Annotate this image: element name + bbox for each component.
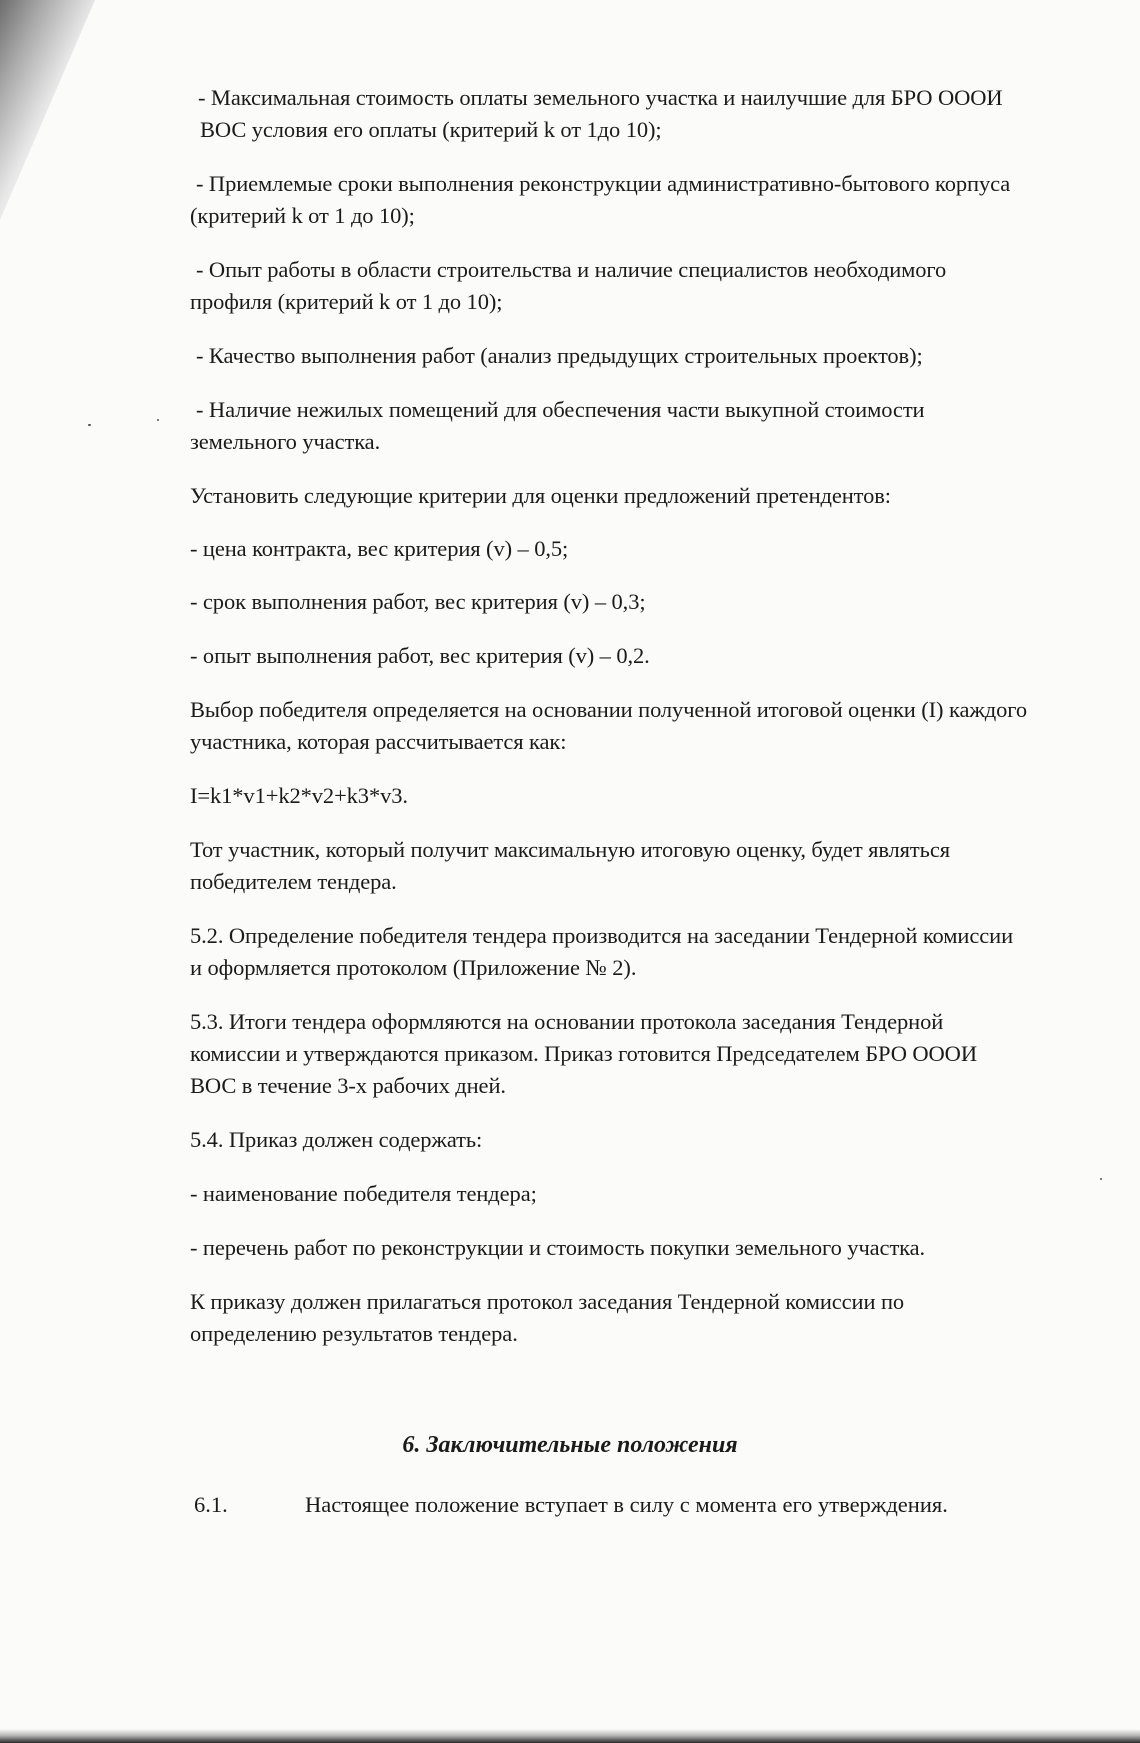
- criterion-non-residential-premises: [190, 394, 1140, 458]
- criterion-work-quality: [190, 340, 1140, 372]
- text-line: - Наличие нежилых помещений для обеспечения части выкупной стоимости: [196, 397, 925, 422]
- text-line: (критерий k от 1 до 10);: [190, 203, 415, 228]
- section-6-heading: 6. Заключительные положения: [402, 1432, 738, 1458]
- criterion-weight-experience: [190, 640, 1140, 672]
- scan-speck: [157, 419, 159, 421]
- order-attachment-paragraph: [190, 1286, 1140, 1350]
- order-item-winner-name: [190, 1178, 1140, 1210]
- text-line: - опыт выполнения работ, вес критерия (v) – 0,2.: [190, 643, 650, 668]
- text-line: Выбор победителя определяется на основании полученной итоговой оценки (I) каждого: [190, 697, 1028, 722]
- order-item-works-list: [190, 1232, 1140, 1264]
- text-line: комиссии и утверждаются приказом. Приказ готовится Председателем БРО ОООИ: [190, 1041, 977, 1066]
- text-line: победителем тендера.: [190, 869, 397, 894]
- text-line: Тот участник, который получит максимальную итоговую оценку, будет являться: [190, 837, 950, 862]
- text-line: 5.3. Итоги тендера оформляются на основании протокола заседания Тендерной: [190, 1009, 944, 1034]
- scan-edge-bottom: [0, 1729, 1140, 1743]
- winner-definition-paragraph: [190, 834, 1140, 898]
- criteria-intro: [190, 480, 1140, 512]
- text-line: - Опыт работы в области строительства и наличие специалистов необходимого: [196, 257, 947, 282]
- text-line: 5.2. Определение победителя тендера производится на заседании Тендерной комиссии: [190, 923, 1014, 948]
- criterion-weight-term: [190, 586, 1140, 618]
- clause-5-3: [190, 1006, 1140, 1102]
- text-line: ВОС условия его оплаты (критерий k от 1до 10);: [200, 117, 662, 142]
- criterion-weight-price: [190, 533, 1140, 565]
- text-line: профиля (критерий k от 1 до 10);: [190, 289, 503, 314]
- text-line: ВОС в течение 3-х рабочих дней.: [190, 1073, 506, 1098]
- winner-selection-paragraph: [190, 694, 1140, 758]
- text-line: - срок выполнения работ, вес критерия (v) – 0,3;: [190, 589, 646, 614]
- score-formula: [190, 780, 1140, 812]
- text-line: и оформляется протоколом (Приложение № 2).: [190, 955, 637, 980]
- text-line: - перечень работ по реконструкции и стоимость покупки земельного участка.: [190, 1235, 926, 1260]
- criterion-construction-experience: [190, 254, 1140, 318]
- scan-shadow-corner: [0, 0, 95, 220]
- text-line: I=k1*v1+k2*v2+k3*v3.: [190, 783, 408, 808]
- text-line: земельного участка.: [190, 429, 381, 454]
- text-line: 5.4. Приказ должен содержать:: [190, 1127, 483, 1152]
- clause-5-4: [190, 1124, 1140, 1156]
- criterion-reconstruction-terms: [190, 168, 1140, 232]
- text-line: - цена контракта, вес критерия (v) – 0,5;: [190, 536, 569, 561]
- text-line: К приказу должен прилагаться протокол заседания Тендерной комиссии по: [190, 1289, 905, 1314]
- text-line: Установить следующие критерии для оценки предложений претендентов:: [190, 483, 891, 508]
- criterion-max-land-price: [190, 82, 1140, 146]
- text-line: - Приемлемые сроки выполнения реконструкции административно-бытового корпуса: [196, 171, 1011, 196]
- clause-6-1-text: Настоящее положение вступает в силу с момента его утверждения.: [305, 1492, 948, 1517]
- text-line: определению результатов тендера.: [190, 1321, 518, 1346]
- text-line: - наименование победителя тендера;: [190, 1181, 537, 1206]
- text-line: - Качество выполнения работ (анализ предыдущих строительных проектов);: [196, 343, 923, 368]
- clause-5-2: [190, 920, 1140, 984]
- text-line: - Максимальная стоимость оплаты земельного участка и наилучшие для БРО ОООИ: [198, 85, 1003, 110]
- clause-6-1-number: 6.1.: [194, 1492, 228, 1517]
- scan-speck: [88, 424, 91, 426]
- text-line: участника, которая рассчитывается как:: [190, 729, 567, 754]
